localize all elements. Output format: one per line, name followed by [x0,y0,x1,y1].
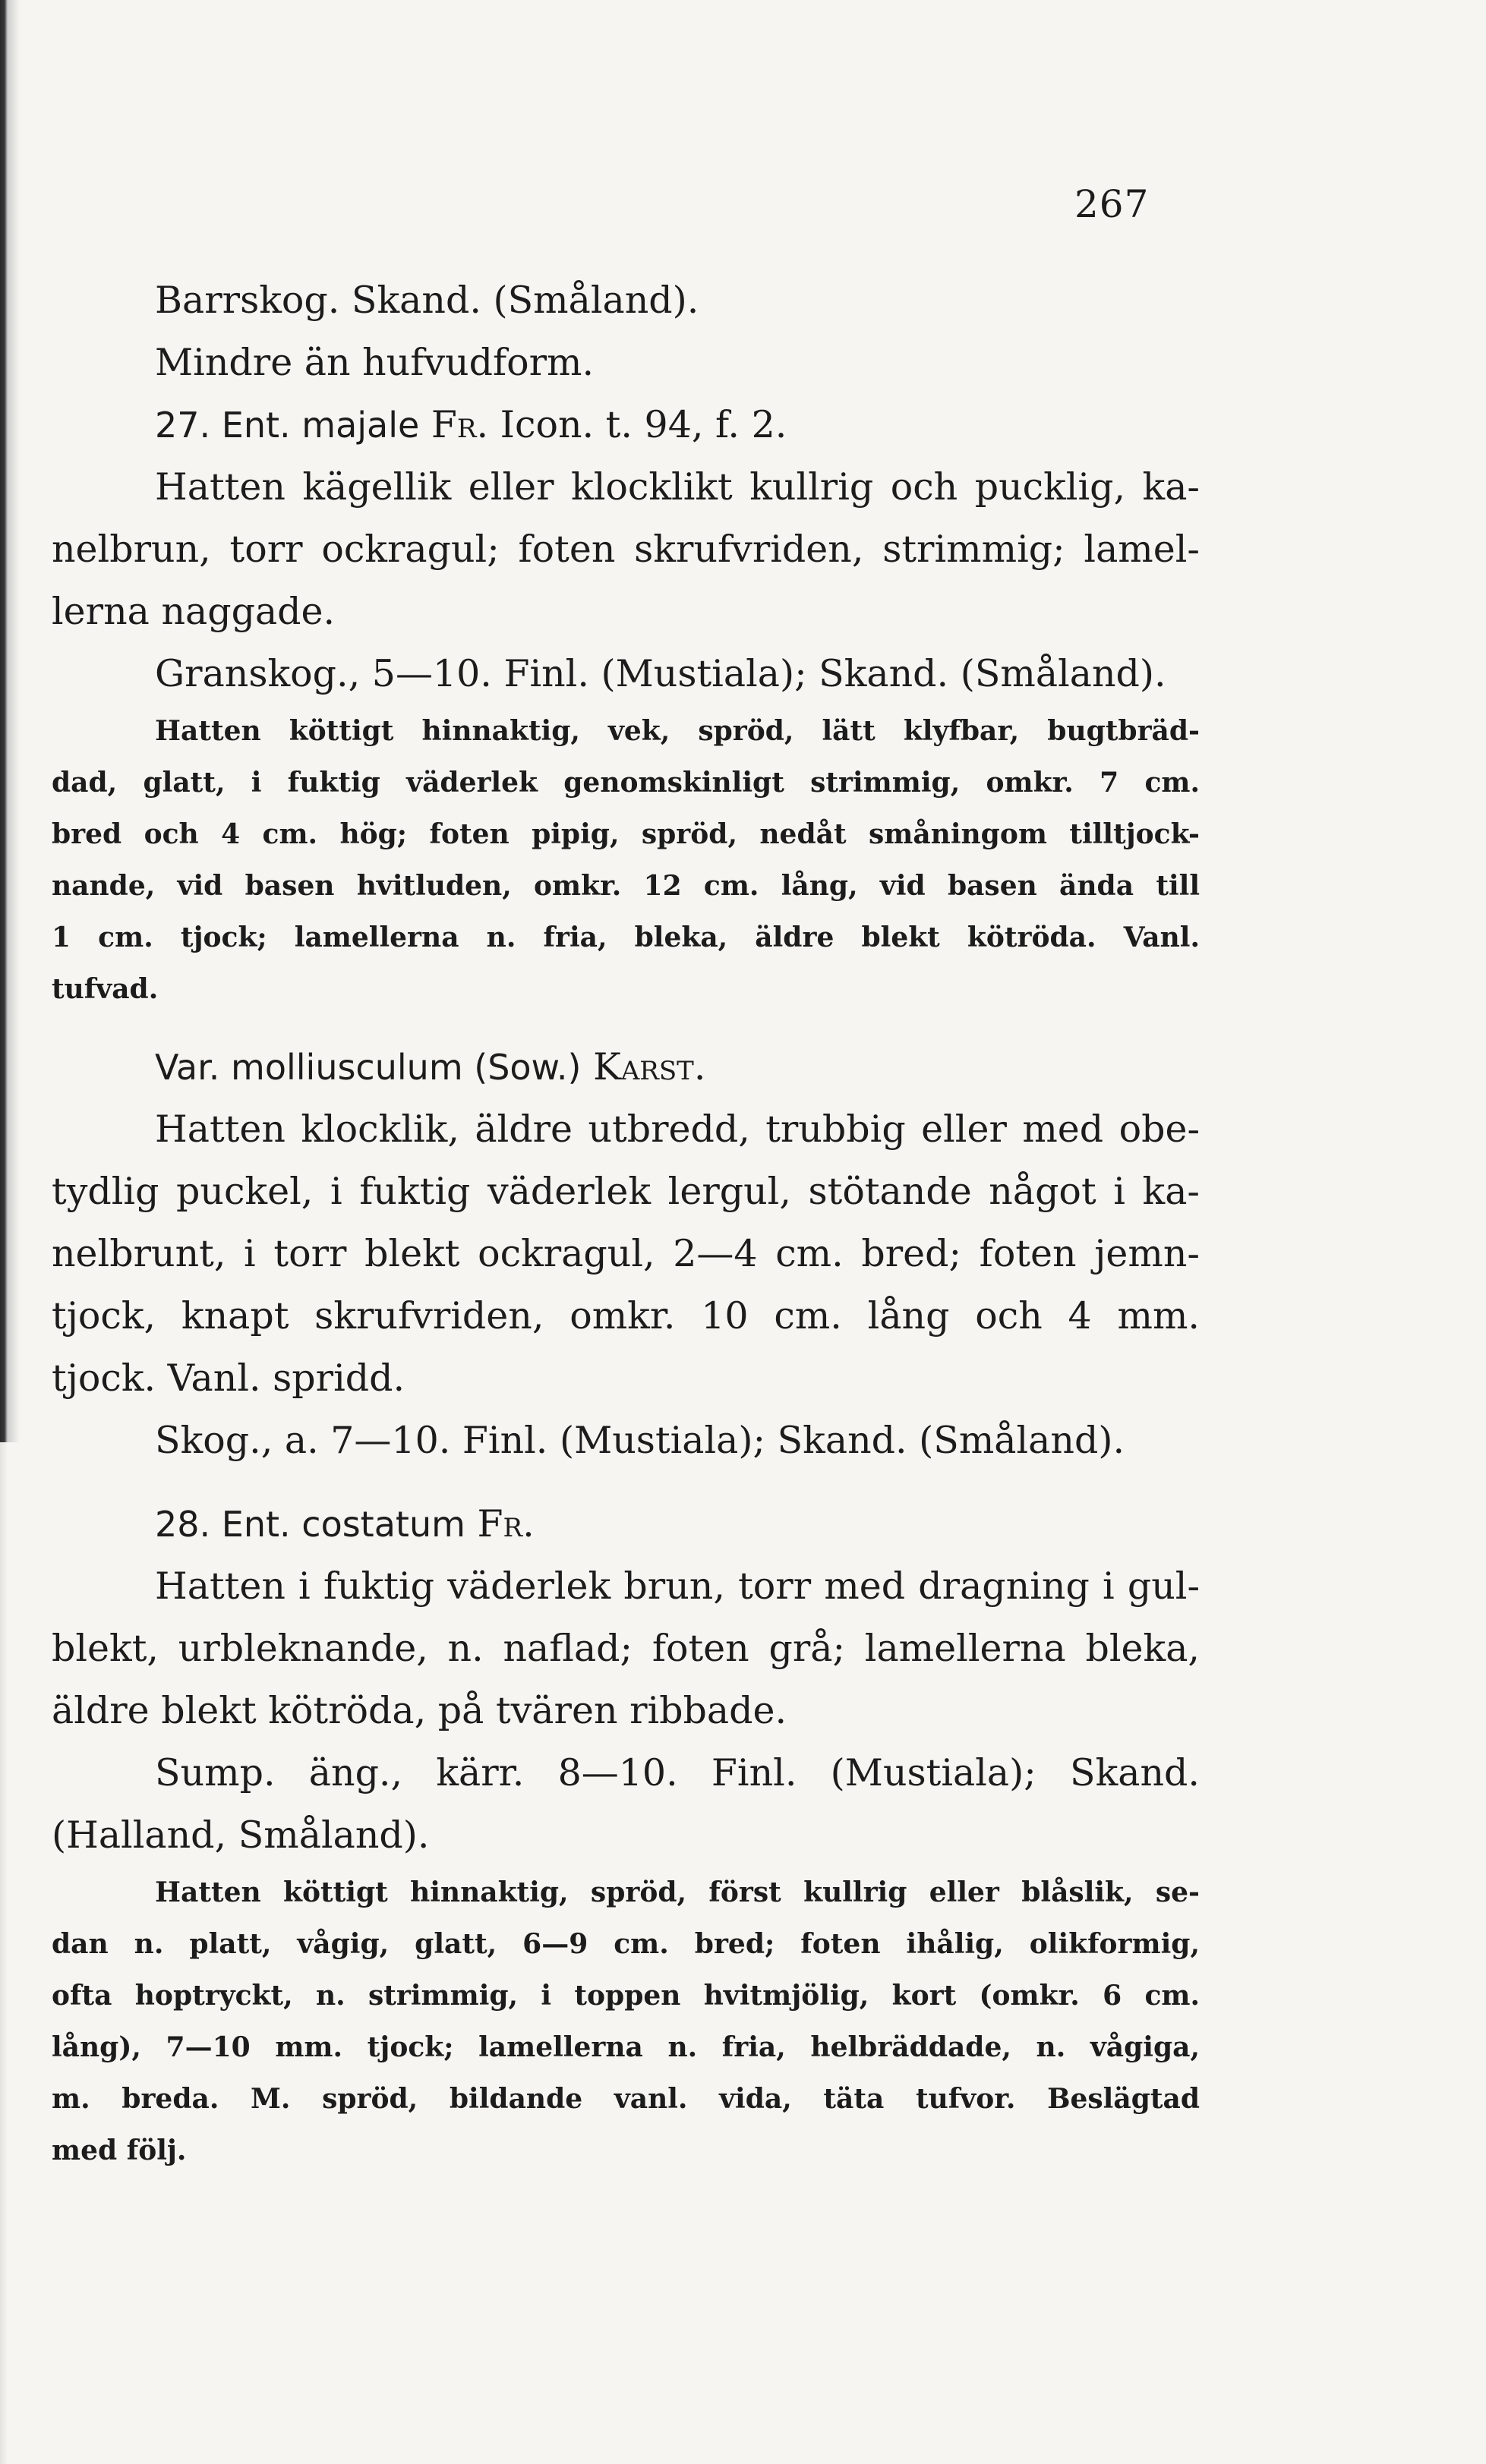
author-abbrev: Fr. [431,403,489,446]
text-line: nelbrun, torr ockragul; foten skrufvriden, strimmig; lamel- [52,528,1200,571]
species-name: 28. Ent. costatum [155,1504,465,1545]
text-line: Mindre än hufvudform. [155,341,595,384]
note-line: bred och 4 cm. hög; foten pipig, spröd, nedåt småningom tilltjock- [52,818,1200,850]
text-line: lerna naggade. [52,590,336,633]
variety-name: Var. molliusculum (Sow.) [155,1047,582,1088]
text-line: Hatten kägellik eller klocklikt kullrig och pucklig, ka- [155,465,1200,509]
note-line: dad, glatt, i fuktig väderlek genomskinligt strimmig, omkr. 7 cm. [52,767,1200,799]
note-line: ofta hoptryckt, n. strimmig, i toppen hvitmjölig, kort (omkr. 6 cm. [52,1980,1200,2012]
text-line: nelbrunt, i torr blekt ockragul, 2—4 cm. bred; foten jemn- [52,1232,1200,1275]
page-number: 267 [1074,182,1150,226]
page-margin-shadow [0,1442,8,2464]
text-line: äldre blekt kötröda, på tvären ribbade. [52,1689,787,1732]
text-line: tydlig puckel, i fuktig väderlek lergul, stötande något i ka- [52,1170,1200,1213]
text-line: tjock. Vanl. spridd. [52,1356,405,1400]
variety-heading [52,1036,1200,1098]
species-heading-28 [52,1493,1200,1555]
note-line: nande, vid basen hvitluden, omkr. 12 cm. lång, vid basen ända till [52,870,1200,902]
text-line: blekt, urbleknande, n. naflad; foten grå; lamellerna bleka, [52,1627,1200,1670]
page-binding-edge [0,0,20,1442]
text-line: Sump. äng., kärr. 8—10. Finl. (Mustiala); Skand. [155,1751,1200,1794]
note-line: Hatten köttigt hinnaktig, vek, spröd, lätt klyfbar, bugtbräd- [155,715,1200,747]
note-line: Hatten köttigt hinnaktig, spröd, först kullrig eller blåslik, se- [155,1876,1200,1908]
page-body [52,269,1200,2176]
note-line: 1 cm. tjock; lamellerna n. fria, bleka, äldre blekt kötröda. Vanl. [52,922,1200,953]
note-line: m. breda. M. spröd, bildande vanl. vida, täta tufvor. Beslägtad [52,2083,1200,2115]
author-abbrev: Fr. [477,1502,535,1546]
text-line: Hatten i fuktig väderlek brun, torr med dragning i gul- [155,1564,1200,1608]
text-line: tjock, knapt skrufvriden, omkr. 10 cm. lång och 4 mm. [52,1294,1200,1338]
species-heading-27 [52,394,1200,456]
text-line: Barrskog. Skand. (Småland). [155,279,699,322]
note-line: lång), 7—10 mm. tjock; lamellerna n. fria, helbräddade, n. vågiga, [52,2031,1200,2063]
note-line: dan n. platt, vågig, glatt, 6—9 cm. bred; foten ihålig, olikformig, [52,1928,1200,1960]
author-abbrev: Karst. [593,1045,706,1089]
text-line: (Halland, Småland). [52,1813,430,1857]
text-line: Skog., a. 7—10. Finl. (Mustiala); Skand. (Småland). [155,1419,1125,1462]
species-name: 27. Ent. majale [155,405,420,446]
note-line: med följ. [52,2135,187,2166]
note-line: tufvad. [52,973,159,1005]
text-line: Hatten klocklik, äldre utbredd, trubbig eller med obe- [155,1108,1200,1151]
reference: Icon. t. 94, f. 2. [500,403,787,446]
text-line: Granskog., 5—10. Finl. (Mustiala); Skand. (Småland). [155,652,1166,695]
